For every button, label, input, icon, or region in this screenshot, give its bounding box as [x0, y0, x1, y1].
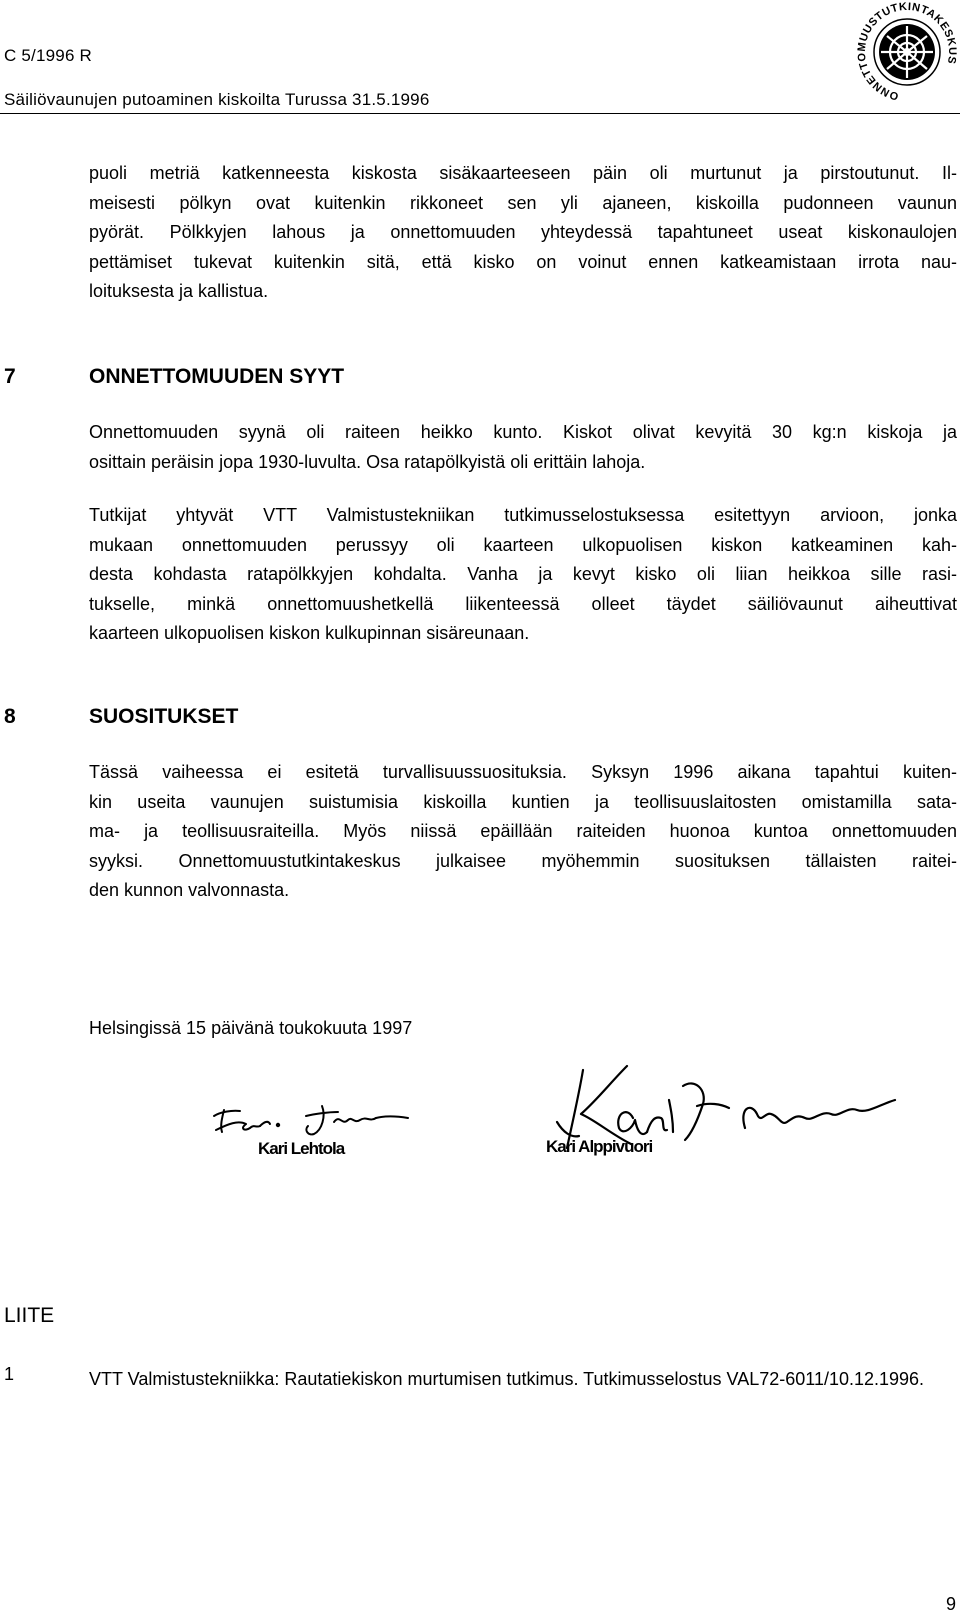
signatory-name: Kari Alppivuori	[546, 1137, 653, 1156]
section-number: 7	[4, 365, 16, 388]
intro-paragraph	[89, 159, 957, 307]
text-line: puoli metriä katkenneesta kiskosta sisäkaarteeseen päin oli murtunut ja pirstoutunut. Il-	[89, 163, 957, 183]
appendix-title: LIITE	[4, 1304, 55, 1327]
text-line: den kunnon valvonnasta.	[89, 880, 290, 900]
section-title: SUOSITUKSET	[89, 705, 239, 728]
header-divider	[0, 113, 960, 114]
appendix-item-number: 1	[4, 1364, 15, 1384]
text-line: pettämiset tukevat kuitenkin sitä, että kisko on voinut ennen katkeamistaan irrota nau-	[89, 251, 957, 272]
section-paragraph	[89, 418, 957, 477]
svg-text:ONNETTOMUUSTUTKINTAKESKUS: ONNETTOMUUSTUTKINTAKESKUS	[855, 0, 959, 103]
text-line: osittain peräisin jopa 1930-luvulta. Osa ratapölkyistä oli erittäin lahoja.	[89, 451, 646, 472]
section-paragraph	[89, 758, 957, 906]
section-number: 8	[4, 705, 16, 728]
text-line: desta kohdasta ratapölkkyjen kohdalta. Vanha ja kevyt kisko oli liian heikkoa sille rasi-	[89, 564, 957, 584]
text-line: Tässä vaiheessa ei esitetä turvallisuussuosituksia. Syksyn 1996 aikana tapahtui kuiten-	[89, 762, 957, 782]
section-heading	[4, 705, 238, 729]
text-line: tukselle, minkä onnettomuushetkellä liikenteessä olleet täydet säiliövaunut aiheuttivat	[89, 593, 957, 614]
section-paragraph	[89, 501, 957, 649]
section-title: ONNETTOMUUDEN SYYT	[89, 365, 345, 388]
text-line: syyksi. Onnettomuustutkintakeskus julkaisee myöhemmin suosituksen tällaisten raitei-	[89, 850, 957, 871]
section-heading	[4, 365, 344, 389]
text-line: meisesti pölkyn ovat kuitenkin rikkoneet sen yli ajaneen, kiskoilla pudonneen vaunun	[89, 192, 957, 213]
text-line: ma- ja teollisuusraiteilla. Myös niissä epäillään raiteiden huonoa kuntoa onnettomuuden	[89, 821, 957, 841]
text-line: Tutkijat yhtyvät VTT Valmistustekniikan tutkimusselostuksessa esitettyyn arvioon, jonka	[89, 505, 957, 525]
appendix-item-text: VTT Valmistustekniikka: Rautatiekiskon murtumisen tutkimus. Tutkimusselostus VAL72-6011/10.12.1996.	[89, 1369, 925, 1389]
place-date: Helsingissä 15 päivänä toukokuuta 1997	[89, 1018, 413, 1038]
text-line: pyörät. Pölkkyjen lahous ja onnettomuuden yhteydessä tapahtuneet useat kiskonaulojen	[89, 222, 957, 242]
signatory-name: Kari Lehtola	[258, 1139, 345, 1158]
text-line: kin useita vaunujen suistumisia kiskoilla kuntien ja teollisuuslaitosten omistamilla sata-	[89, 791, 957, 812]
text-line: loituksesta ja kallistua.	[89, 281, 269, 301]
doc-code: C 5/1996 R	[4, 46, 92, 65]
text-line: mukaan onnettomuuden perussyy oli kaarteen ulkopuolisen kiskon katkeaminen kah-	[89, 534, 957, 555]
text-line: kaarteen ulkopuolisen kiskon kulkupinnan sisäreunaan.	[89, 623, 530, 643]
doc-title: Säiliövaunujen putoaminen kiskoilta Turussa 31.5.1996	[4, 90, 430, 109]
text-line: Onnettomuuden syynä oli raiteen heikko kunto. Kiskot olivat kevyitä 30 kg:n kiskoja ja	[89, 422, 957, 442]
investigation-board-seal-icon	[855, 0, 960, 104]
page-number: 9	[945, 1594, 956, 1614]
